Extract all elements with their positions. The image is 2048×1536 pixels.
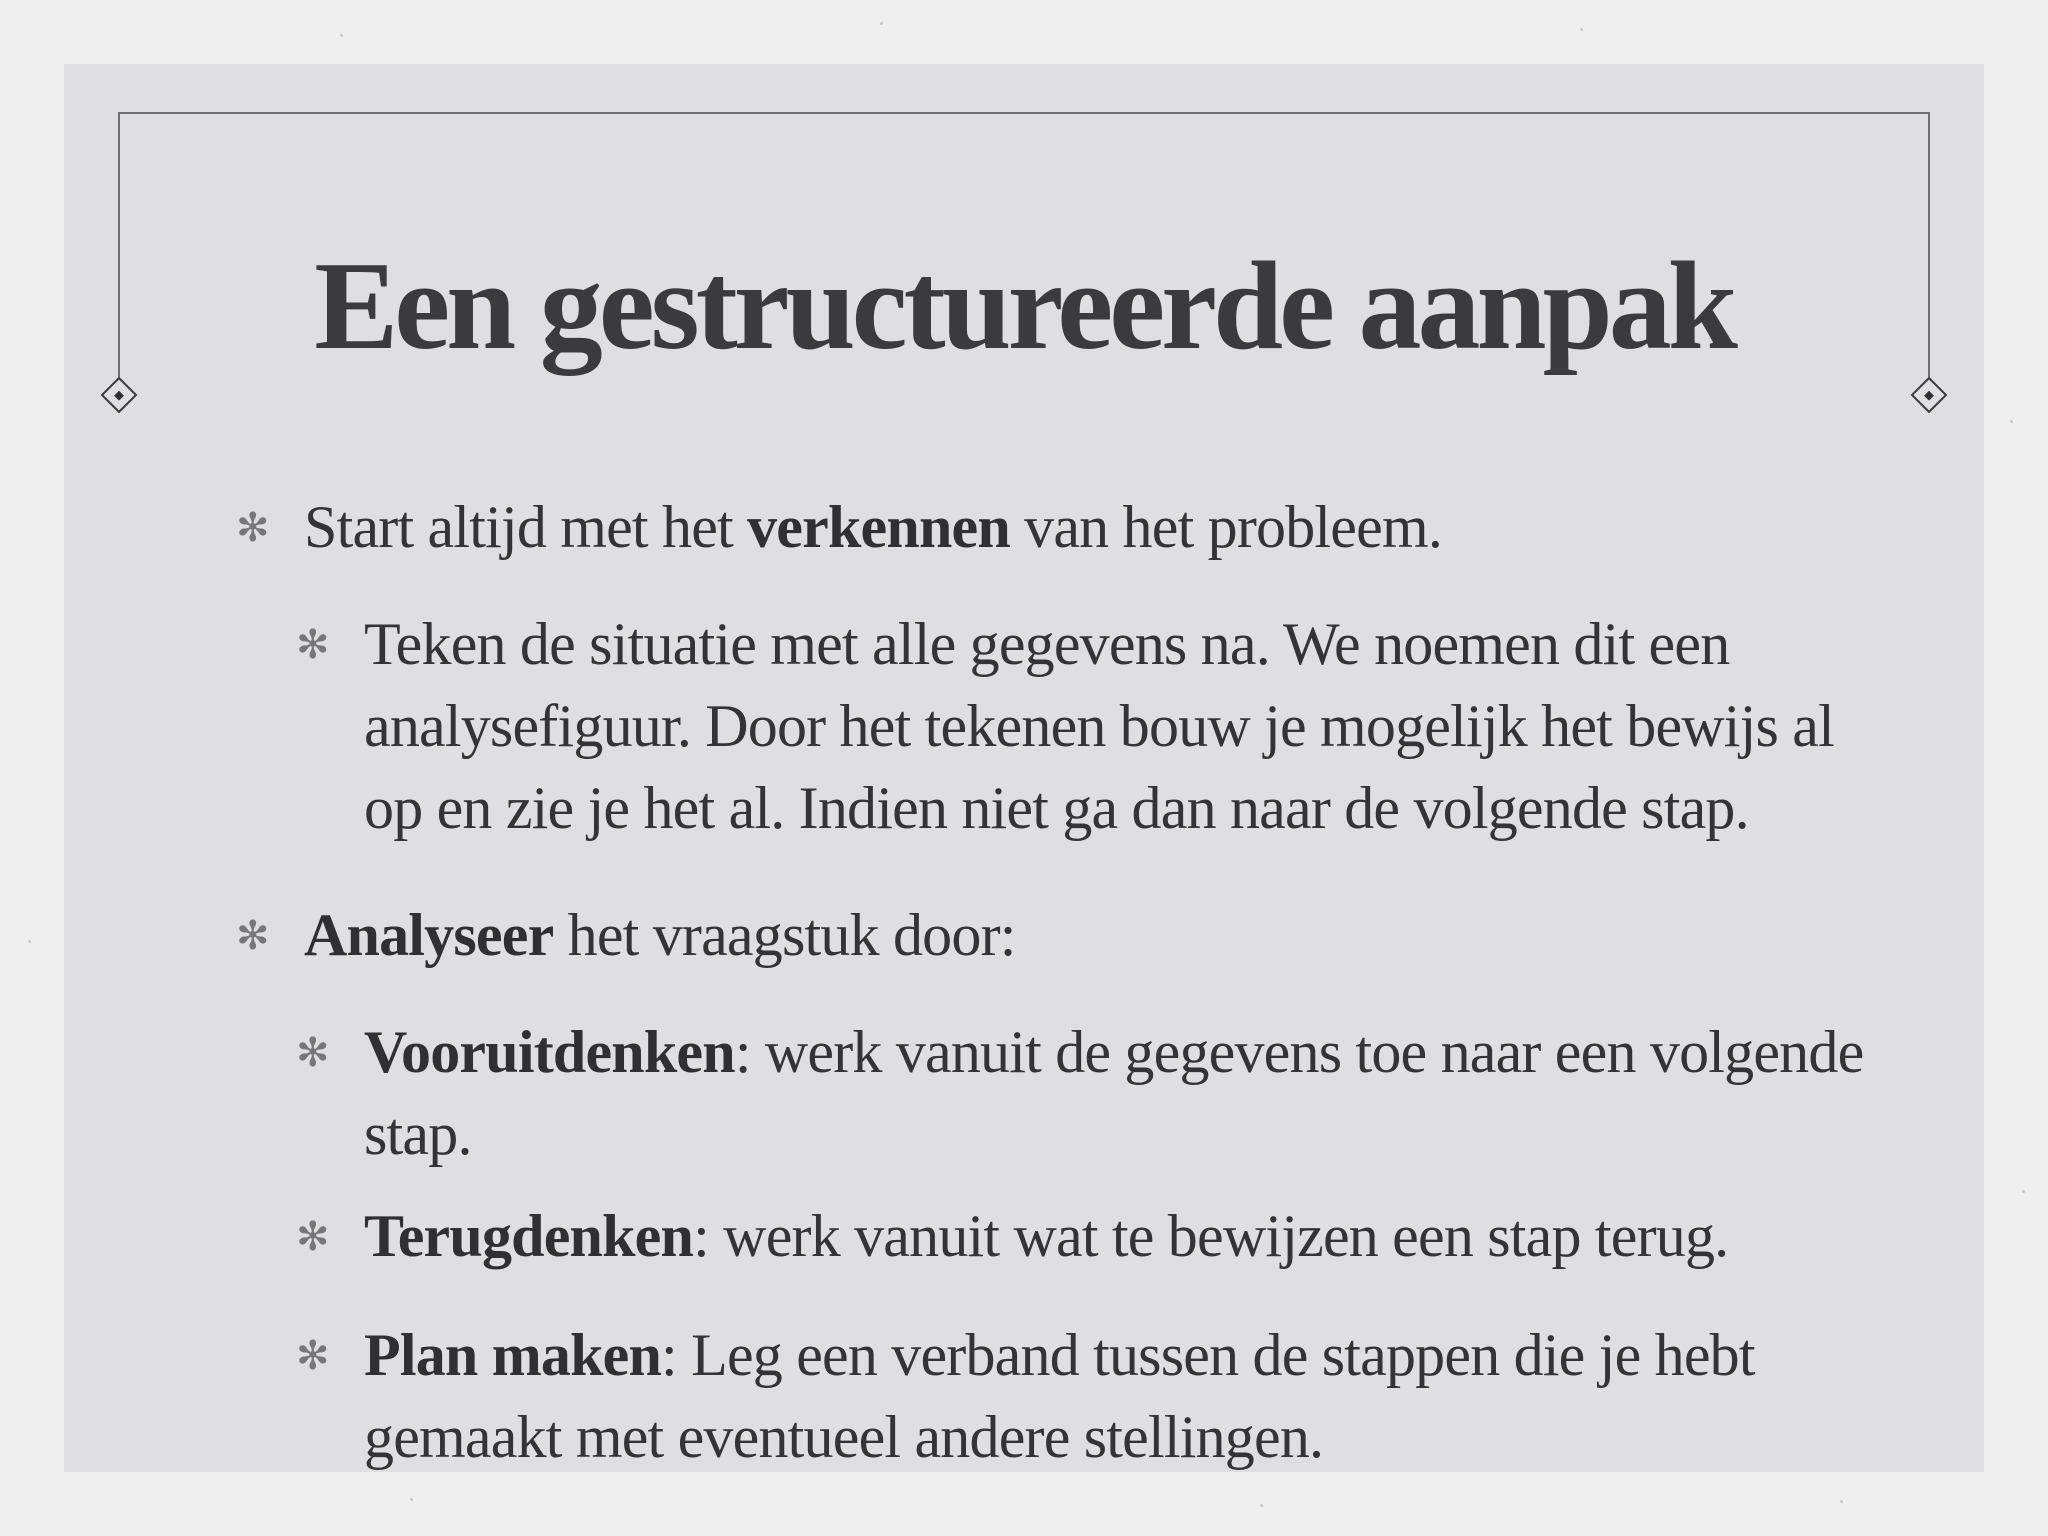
bullet-text-emphasis: Terugdenken bbox=[364, 1203, 694, 1269]
bullet-item-analysefiguur bbox=[296, 603, 1900, 849]
paper-speck bbox=[1840, 1500, 1843, 1503]
bullet-text bbox=[300, 603, 1900, 849]
bullet-text-part: : Leg een verband tussen de stappen die je hebt gemaakt met eventueel andere stellingen. bbox=[364, 1322, 1755, 1470]
bullet-text-emphasis: Vooruitdenken bbox=[364, 1019, 735, 1085]
asterisk-bullet-icon: ✻ bbox=[296, 622, 329, 668]
bullet-item-vooruitdenken bbox=[296, 1011, 1900, 1175]
bullet-text bbox=[300, 1195, 1900, 1277]
paper-speck bbox=[880, 22, 883, 25]
bullet-text-part: het vraagstuk door: bbox=[553, 902, 1016, 968]
paper-speck bbox=[2010, 420, 2013, 423]
slide-title: Een gestructureerde aanpak bbox=[314, 237, 1734, 376]
slide bbox=[64, 64, 1984, 1472]
bullet-text bbox=[240, 486, 1860, 568]
bullet-text bbox=[240, 894, 1860, 976]
bullet-item-verkennen bbox=[236, 486, 1860, 568]
bullet-text-part: Teken de situatie met alle gegevens na. We noemen dit een analysefiguur. Door het tekenen bouw je mogelijk het bewijs al op en zie je het al. Indien niet ga dan naar de volgende stap. bbox=[364, 611, 1835, 841]
bullet-item-analyseer bbox=[236, 894, 1860, 976]
bullet-item-terugdenken bbox=[296, 1195, 1900, 1277]
paper-speck bbox=[1260, 1504, 1263, 1507]
paper-speck bbox=[1580, 28, 1583, 31]
paper-speck bbox=[2022, 1190, 2025, 1193]
bullet-item-plan-maken bbox=[296, 1314, 1900, 1472]
bullet-list bbox=[64, 64, 1984, 1472]
paper-speck bbox=[410, 1498, 413, 1501]
bullet-text-part: : werk vanuit de gegevens toe naar een volgende stap. bbox=[364, 1019, 1864, 1167]
bullet-text bbox=[300, 1314, 1900, 1472]
bullet-text-part: : werk vanuit wat te bewijzen een stap terug. bbox=[693, 1203, 1729, 1269]
bullet-text bbox=[300, 1011, 1900, 1175]
asterisk-bullet-icon: ✻ bbox=[236, 505, 269, 551]
bullet-text-part: Start altijd met het bbox=[304, 494, 748, 560]
bullet-text-emphasis: Plan maken bbox=[364, 1322, 662, 1388]
bullet-text-part: van het probleem. bbox=[1009, 494, 1443, 560]
bullet-text-emphasis: Analyseer bbox=[304, 902, 554, 968]
paper-speck bbox=[28, 940, 31, 943]
asterisk-bullet-icon: ✻ bbox=[296, 1333, 329, 1379]
asterisk-bullet-icon: ✻ bbox=[236, 913, 269, 959]
asterisk-bullet-icon: ✻ bbox=[296, 1214, 329, 1260]
paper-speck bbox=[340, 34, 343, 37]
asterisk-bullet-icon: ✻ bbox=[296, 1030, 329, 1076]
bullet-text-emphasis: verkennen bbox=[747, 494, 1010, 560]
